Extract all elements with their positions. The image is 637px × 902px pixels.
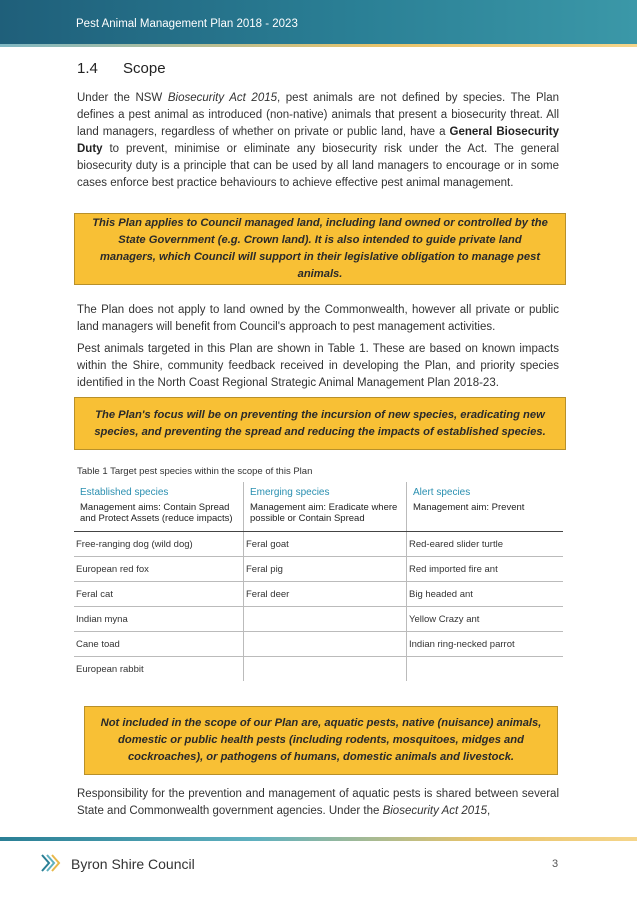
table-row	[74, 582, 563, 607]
table-cell	[244, 632, 407, 657]
para-text: , pest animals are not defined by species. The Plan defines a pest animal as introduced (non-native) animals that present a biosecurity threat. All land managers, regardless of whether on private or public land, have a	[77, 92, 559, 138]
table-cell: Feral pig	[244, 557, 407, 582]
general-biosecurity-duty-term: General Biosecurity Duty	[77, 126, 560, 155]
table-caption: Table 1 Target pest species within the scope of this Plan	[77, 466, 313, 477]
table-row	[74, 657, 563, 682]
paragraph-aquatic	[77, 786, 559, 820]
paragraph-commonwealth: The Plan does not apply to land owned by the Commonwealth, however all private or public land managers will benefit from Council's approach to pest management activities.	[77, 304, 559, 333]
table-cell: Cane toad	[74, 632, 244, 657]
paragraph-targets: Pest animals targeted in this Plan are shown in Table 1. These are based on known impacts within the Shire, community feedback received in developing the Plan, and priority species identified in the North Coast Regional Strategic Animal Management Plan 2018-23.	[77, 343, 559, 389]
callout-scope	[74, 213, 566, 285]
table-row	[74, 632, 563, 657]
table-cell: Free-ranging dog (wild dog)	[74, 532, 244, 557]
header-stripe	[0, 44, 637, 47]
act-reference: Biosecurity Act 2015	[382, 805, 487, 817]
table-cell: European rabbit	[76, 663, 144, 675]
document-title: Pest Animal Management Plan 2018 - 2023	[76, 18, 298, 30]
table-cell: Feral cat	[74, 582, 244, 607]
table-cell: Feral goat	[244, 532, 407, 557]
section-title: Scope	[123, 60, 166, 77]
byron-shire-logo-icon	[40, 853, 62, 873]
header-alert	[407, 482, 564, 532]
pest-species-table	[74, 482, 563, 681]
column-aim: Management aim: Eradicate where possible or Contain Spread	[250, 502, 398, 524]
para-text: Responsibility for the prevention and management of aquatic pests is shared between several State and Commonwealth government agencies. Under the	[77, 788, 559, 817]
para-text: to prevent, minimise or eliminate any biosecurity risk under the Act. The general biosecurity duty is a principle that can be used by all land managers to encourage or in some cases enforce best practice behaviours to achieve effective pest animal management.	[77, 143, 559, 189]
page-header	[0, 0, 637, 44]
table-cell	[244, 657, 407, 682]
table-row	[74, 557, 563, 582]
callout-text: This Plan applies to Council managed land, including land owned or controlled by the State Government (e.g. Crown land). It is also intended to guide private land managers, which Council will support in their legislative obligation to manage pest animals.	[92, 217, 548, 280]
header-established	[74, 482, 244, 532]
table-header-row	[74, 482, 563, 532]
table-cell: Feral deer	[244, 582, 407, 607]
callout-focus	[74, 397, 566, 450]
table-cell	[407, 657, 564, 682]
footer-stripe	[0, 837, 637, 841]
table-cell: European red fox	[74, 557, 244, 582]
section-number: 1.4	[77, 60, 98, 77]
table-cell	[244, 607, 407, 632]
organisation-name: Byron Shire Council	[71, 856, 195, 872]
act-reference: Biosecurity Act 2015	[167, 92, 278, 104]
column-aim: Management aim: Prevent	[413, 502, 525, 513]
para-text: ,	[486, 805, 491, 817]
column-title: Established species	[80, 487, 169, 498]
table-row	[74, 607, 563, 632]
table-cell: Red-eared slider turtle	[407, 532, 564, 557]
header-emerging	[244, 482, 407, 532]
para-text: Under the NSW	[77, 92, 168, 104]
column-title: Emerging species	[250, 487, 330, 498]
table-cell: Indian myna	[74, 607, 244, 632]
callout-exclusions	[84, 706, 558, 775]
table-cell: Yellow Crazy ant	[407, 607, 564, 632]
paragraph-intro	[77, 90, 559, 192]
column-aim: Management aims: Contain Spread and Protect Assets (reduce impacts)	[80, 502, 233, 524]
table-cell: Indian ring-necked parrot	[407, 632, 564, 657]
callout-text: The Plan's focus will be on preventing the incursion of new species, eradicating new species, and preventing the spread and reducing the impacts of established species.	[94, 408, 546, 438]
column-title: Alert species	[413, 487, 471, 498]
table-cell: Red imported fire ant	[407, 557, 564, 582]
table-cell: Big headed ant	[407, 582, 564, 607]
page-number: 3	[552, 858, 559, 870]
callout-text: Not included in the scope of our Plan are, aquatic pests, native (nuisance) animals, domestic or public health pests (including rodents, mosquitoes, midges and cockroaches), or pathogens of humans, domestic animals and livestock.	[100, 717, 542, 763]
section-heading	[77, 60, 166, 77]
table-row	[74, 532, 563, 557]
